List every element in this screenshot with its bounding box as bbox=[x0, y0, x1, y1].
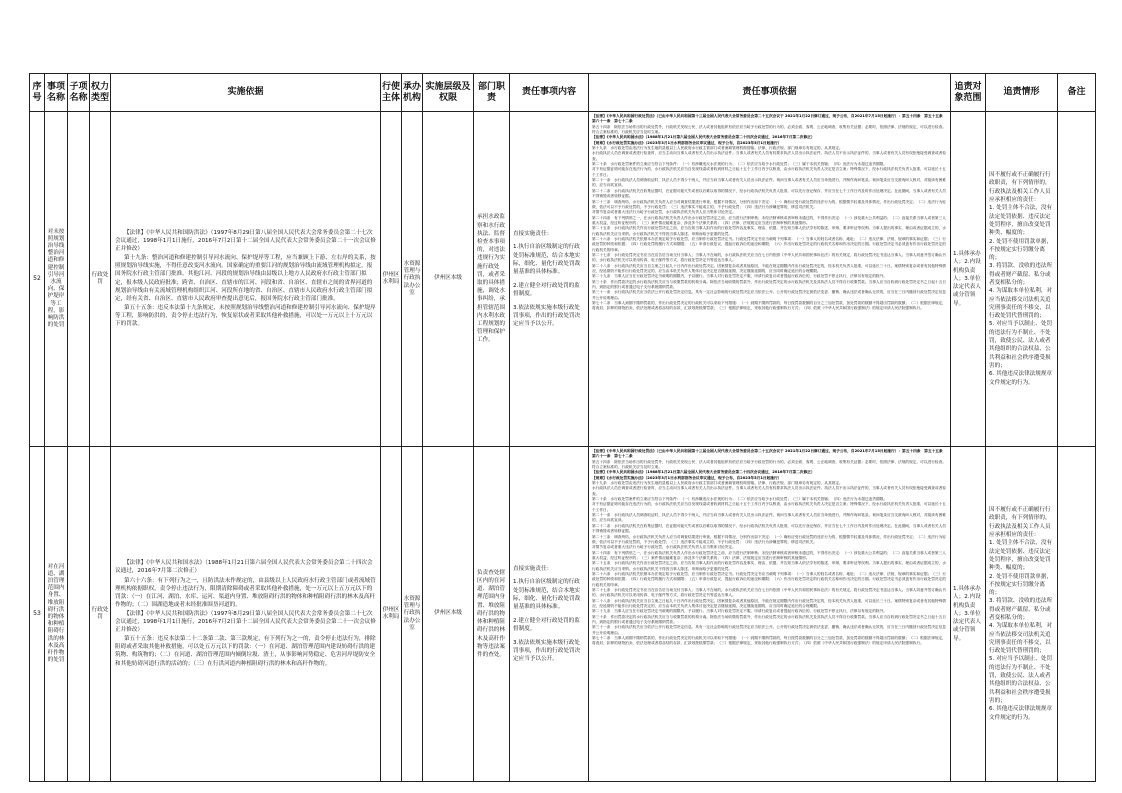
scope-cell: 1.具体承办人；2.内设机构负责人；3.单位法定代表人或分管领导。 bbox=[951, 447, 986, 782]
text-line: 【法律】《中华人民共和国防洪法》（1997年8月29日第八届全国人民代表大会常务委员会第二十七次会议通过，1998年1月1日施行，2016年7月2日第十二届全国人民代表大会常务委员会第二十一次会议修正并修改） bbox=[115, 610, 376, 634]
header-duty-content: 责任事项内容 bbox=[510, 74, 589, 112]
header-basis: 实施依据 bbox=[111, 74, 381, 112]
seq-cell: 52 bbox=[30, 112, 45, 447]
level-cell: 伊州区本级 bbox=[423, 447, 474, 782]
agency-cell: 水资源管理与行政执法办公室 bbox=[402, 112, 423, 447]
legal-paragraph: 对于有证据证明可能存在违法行为的，水行政执法机关应当自发现线索或者收到材料之日起十五个工作日内予以核查，由水行政执法机关负责人决定是否立案；特殊情况下，经水行政执法机关负责人批准，可以延长十五个工作日。 bbox=[592, 502, 946, 512]
text-line: 4. 为谋取本单位私利，对应当依法移交司法机关追究刑事责任的不移交，以行政处罚代替刑罚的； bbox=[989, 623, 1053, 655]
sub-name-cell bbox=[68, 112, 90, 447]
legal-paragraph: 【法律】《中华人民共和国水法》（1988年1月21日第六届全国人民代表大会常务委员会第二十四次会议通过，2016年7月第二次修正） bbox=[592, 135, 815, 140]
text-line: 6. 其他违反法律法规规章文件规定的行为。 bbox=[989, 706, 1053, 721]
agency-cell: 水资源管理与行政执法办公室 bbox=[402, 447, 423, 782]
text-line: 5. 对应当予以制止、处罚的违法行为不制止、不处罚，致使公民、法人或者其他组织的合法权益、公共利益和社会秩序遭受损害的； bbox=[989, 656, 1053, 704]
legal-paragraph: 第二十五条 水行政执法机关作出行政处罚决定之前，应当告知当事人拟作出的行政处罚内容及事实、理由、依据，并告知当事人依法享有的陈述、申辩、要求听证等权利。当事人提出的事实、理由或者证据成立的，水行政执法机关应当采纳。水行政执法机关不得因当事人陈述、申辩而给予更重的处罚。 bbox=[592, 226, 946, 236]
header-scope: 追责对象范围 bbox=[951, 74, 986, 112]
legal-paragraph: 第二十六条 水行政执法机关依照本办法规定给予行政处罚，应当制作行政处罚决定书。行政处罚决定书应当载明下列事项：（一）当事人的姓名或者名称、地址；（二）违反法律、法规、规章的事实和证据；（三）行政处罚的种类和依据；（四）行政处罚的履行方式和期限；（五）申请行政复议、提起行政诉讼的途径和期限；（六）作出行政处罚决定的行政机关名称和作出决定的日期。行政处罚决定书必须盖有作出行政处罚决定的行政机关的印章。 bbox=[592, 236, 946, 252]
remark-cell bbox=[1058, 112, 1096, 447]
legal-paragraph: 第二十六条 水行政执法机关依照本办法规定给予行政处罚，应当制作行政处罚决定书。行政处罚决定书应当载明下列事项：（一）当事人的姓名或者名称、地址；（二）违反法律、法规、规章的事实和证据；（三）行政处罚的种类和依据；（四）行政处罚的履行方式和期限；（五）申请行政复议、提起行政诉讼的途径和期限；（六）作出行政处罚决定的行政机关名称和作出决定的日期。行政处罚决定书必须盖有作出行政处罚决定的行政机关的印章。 bbox=[592, 571, 946, 587]
header-subject: 行使主体 bbox=[381, 74, 402, 112]
legal-paragraph: 第二十四条 有下列情形之一，在水行政执法机关负责人作出水行政处罚决定之前，应当进行法制审核；未经法制审核或者审核未通过的，不得作出决定：（一）涉及重大公共利益的；（二）直接关系当事人或者第三人重大权益，经过听证程序的；（三）案件情况疑难复杂、涉及多个法律关系的；（四）法律、法规规定应当进行法制审核的其他情形。 bbox=[592, 550, 946, 560]
item-name-cell: 对未按照规划治导线整治河道和修建控制引导河水流向、保护堤岸等工程，影响防洪的处罚 bbox=[45, 112, 68, 447]
text-line: 1. 处罚主体不合法，没有法定处罚依据、违反法定处罚程序，擅自改变处罚种类、幅度的； bbox=[989, 540, 1053, 572]
legal-paragraph: 水行政执法人员在调查或者进行检查时，应当主动向当事人或者有关人员出示执法证件。当事人或者有关人员有权要求执法人员出示执法证件。执法人员不出示执法证件的，当事人或者有关人员有权拒绝接受调查或者检查。 bbox=[592, 151, 946, 161]
header-seq: 序号 bbox=[30, 74, 45, 112]
header-remark: 备注 bbox=[1058, 74, 1096, 112]
cases-cell bbox=[986, 112, 1058, 447]
header-agency: 承办机构 bbox=[402, 74, 423, 112]
header-dept-duty: 部门职责 bbox=[474, 74, 510, 112]
text-line: 第五十五条：违反本法第二十二条第二款、第三款规定，有下列行为之一的，责令停止违法行为，排除阻碍或者采取其他补救措施，可以处五万元以下的罚款：（一）在河道、湖泊管理范围内建设妨碍行洪的建筑物、构筑物的；（二）在河道、湖泊管理范围内倾倒垃圾、渣土，从事影响河势稳定、危害河岸堤防安全和其他妨碍河道行洪的活动的；（三）在行洪河道内种植阻碍行洪的林木和高秆作物的。 bbox=[115, 636, 376, 667]
text-line: 第六十六条：有下列行为之一，且防洪法未作规定的，由县级以上人民政府水行政主管部门或者流域管理机构依据职权，责令停止违法行为，限期清除障碍或者采取其他补救措施，处一万元以上五万元以下的罚款：（一）在江河、湖泊、水库、运河、渠道内身置、堆放阻碍行洪的物体和种植阻碍行洪的林木及高秆作物的；（二）围湖造地或者未经批准围垦河道的。 bbox=[115, 577, 376, 608]
item-name-cell: 对在河道、湖泊管理范围内身置、堆放阻碍行洪的物体和种植阻碍行洪的林木及高秆作物的处罚 bbox=[45, 447, 68, 782]
text-line: 3. 将罚款、没收的违法所得或者财产截留、私分或者变相私分的； bbox=[989, 263, 1053, 286]
text-line: 直接实施责任： bbox=[513, 230, 553, 237]
level-cell: 伊州区本级 bbox=[423, 112, 474, 447]
text-line: 5. 对应当予以制止、处罚的违法行为不制止、不处罚，致使公民、法人或者其他组织的合法权益、公共利益和社会秩序遭受损害的； bbox=[989, 321, 1053, 369]
scope-cell: 1.具体承办人；2.内设机构负责人；3.单位法定代表人或分管领导。 bbox=[951, 112, 986, 447]
legal-paragraph: 第二十一条 水行政执法人员调查取证时，执法人员不得少于两人，并应当向当事人或者有关人员出示执法证件。询问当事人或者有关人员应当单独进行，并制作询问笔录。询问笔录应当交被询问人核对，对阅读有困难的，应当向其宣读。 bbox=[592, 513, 946, 523]
legal-paragraph: 第二十八条 水行政执法机关应当自立案之日起九十日内作出行政处罚决定。因案情复杂或者其他原因，不能在规定期限内作出行政处罚决定的，经本机关负责人批准，可以延长三十日。案情特别复杂或者有其他特殊情况，经延期仍不能作出行政处罚决定的，应当由本机关负责人集体讨论决定是否继续延期，决定继续延期的，应当同时确定延长的合理期限。 bbox=[592, 263, 946, 273]
text-line: 2. 处罚不使用罚款单据，不按规定实行罚缴分离的； bbox=[989, 238, 1053, 262]
text-line: 直接实施责任： bbox=[513, 565, 553, 572]
legal-paragraph: 第二十七条 水行政处罚决定书应当在宣告后当场交付当事人；当事人不在场的，水行政执法机关应当在七日内依照《中华人民共和国民事诉讼法》的有关规定，将行政处罚决定书送达当事人。当事人同意并签订确认书的，水行政执法机关可以采用传真、电子邮件等方式，将行政处罚决定书等送达当事人。 bbox=[592, 587, 946, 598]
legal-paragraph: 第三十条 作出罚款决定的水行政执法机关应当与收缴罚款的机构分离。除依法当场收缴的罚款外，作出行政处罚决定的水行政执法机关及其执法人员不得自行收缴罚款。当事人应当自收到行政处罚决定书之日起十五日内，到指定的银行或者通过电子支付系统缴纳罚款。 bbox=[592, 614, 946, 624]
legal-paragraph: 第二十条 水行政处罚案件的立案应当符合下列条件：（一）有涉嫌违反水法规的行为；（二）依法应当给予水行政处罚；（三）属于本机关管辖；（四）违法行为未超过追责期限。 bbox=[592, 162, 887, 167]
dept-duty-cell: 承担水政监察和水行政执法、监督检查本事项的，对违法违规行为实施行政处罚，或者采取的具体措施，调处水事纠纷，承担管辖范围内水利水政工程规划的管理和保护工作。 bbox=[474, 112, 510, 447]
subject-cell: 伊州区水利局 bbox=[381, 112, 402, 447]
legal-paragraph: 第三十一条 水行政执法机关应当依法公开行政处罚决定信息。具有一定社会影响的行政处罚决定应当依法公开。公开的行政处罚决定被依法变更、撤销、确认违法或者确认无效的，应当在三日内撤回行政处罚决定信息并公开说明理由。 bbox=[592, 290, 946, 300]
legal-paragraph: 第二十一条 水行政执法人员调查取证时，执法人员不得少于两人，并应当向当事人或者有关人员出示执法证件。询问当事人或者有关人员应当单独进行，并制作询问笔录。询问笔录应当交被询问人核对，对阅读有困难的，应当向其宣读。 bbox=[592, 178, 946, 188]
legal-paragraph: 对于有证据证明可能存在违法行为的，水行政执法机关应当自发现线索或者收到材料之日起十五个工作日内予以核查，由水行政执法机关负责人决定是否立案；特殊情况下，经水行政执法机关负责人批准，可以延长十五个工作日。 bbox=[592, 167, 946, 177]
legal-paragraph: 第二十五条 水行政执法机关作出行政处罚决定之前，应当告知当事人拟作出的行政处罚内容及事实、理由、依据，并告知当事人依法享有的陈述、申辩、要求听证等权利。当事人提出的事实、理由或者证据成立的，水行政执法机关应当采纳。水行政执法机关不得因当事人陈述、申辩而给予更重的处罚。 bbox=[592, 561, 946, 571]
sub-name-cell bbox=[68, 447, 90, 782]
cases-cell bbox=[986, 447, 1058, 782]
legal-paragraph: 第七十二条 当事人到期不缴纳罚款的，作出行政处罚决定的行政机关可以采取下列措施：（一）到期不缴纳罚款的，每日按罚款数额的百分之三加处罚款，加处罚款的数额不得超出罚款的数额；（二）根据法律规定，将查封、扣押的财物拍卖、依法处理或者将冻结的存款、汇款划拨抵缴罚款；（三）根据法律规定，采取其他行政强制执行方式；（四）依照《中华人民共和国行政强制法》的规定申请人民法院强制执行。 bbox=[592, 636, 946, 646]
text-line: 第十九条：整治河道和修建控制引导河水流向、保护堤岸等工程，应当兼顾上下游、左右岸的关系，按照规划治导线实施，不得任意改变河水流向。国家确定的重要江河的规划治导线由流域管理机构拟定，报国务院水行政主管部门批准。其他江河、河段的规划治导线由县级以上地方人民政府水行政主管部门拟定，报本级人民政府批准；跨省、自治区、直辖市的江河、河段和省、自治区、直辖市之间的省界河道的规划治导线由有关流域管理机构组织江河、河段所在地的省、自治区、直辖市人民政府水行政主管部门拟定，经有关省、自治区、直辖市人民政府审查提出意见后，报国务院水行政主管部门批准。 bbox=[115, 255, 376, 302]
basis-cell bbox=[111, 112, 381, 447]
legal-paragraph: 第二十三条 调查终结，水行政执法机关负责人应当对调查结果进行审查，根据不同情况，分别作出如下决定：（一）确有应受行政处罚的违法行为的，根据情节轻重及具体情况，作出行政处罚决定；（二）违法行为轻微，依法可以不予行政处罚的，不予行政处罚；（三）违法事实不能成立的，不予行政处罚；（四）违法行为涉嫌犯罪的，移送司法机关。 bbox=[592, 534, 946, 544]
table-row bbox=[30, 447, 1096, 782]
text-line: 因不履行或不正确履行行政职责，有下列情形的，行政执法及相关工作人员应承担相应的责任： bbox=[989, 507, 1051, 539]
legal-paragraph: 第二十二条 水行政执法机关在收集证据时，在证据可能灭失或者以后难以取得的情况下，经水行政执法机关负责人批准，可以先行登记保存，并应当在七个工作日内及时作出处理决定。在此期间，当事人或者有关人员不得销毁或者转移证据。 bbox=[592, 523, 946, 534]
legal-paragraph: 第二十九条 当事人应当在行政处罚决定书载明的期限内，予以履行。当事人对行政处罚决定不服，申请行政复议或者提起行政诉讼的，行政处罚不停止执行，法律另有规定的除外。 bbox=[592, 609, 887, 614]
legal-paragraph: 【法律】《中华人民共和国行政处罚法》（已由中华人民共和国第十三届全国人民代表大会常务委员会第二十五次会议于 2021年1月22日修订通过，现予公布，自2021年7月15日起施行）：第五十四条 第五十五条 第六十一条 第七十二条 bbox=[592, 449, 947, 459]
remark-cell bbox=[1058, 447, 1096, 782]
legal-paragraph: 第三十一条 水行政执法机关应当依法公开行政处罚决定信息。具有一定社会影响的行政处罚决定应当依法公开。公开的行政处罚决定被依法变更、撤销、确认违法或者确认无效的，应当在三日内撤回行政处罚决定信息并公开说明理由。 bbox=[592, 625, 946, 635]
duty-content-cell bbox=[510, 112, 589, 447]
text-line: 4. 为谋取本单位私利，对应当依法移交司法机关追究刑事责任的不移交，以行政处罚代替刑罚的； bbox=[989, 288, 1053, 320]
legal-paragraph: 【法律】《中华人民共和国行政处罚法》（已由中华人民共和国第十三届全国人民代表大会常务委员会第二十五次会议于 2021年1月22日修订通过，现予公布，自2021年7月15日起施行）：第五十四条 第五十五条 第六十一条 第七十二条 bbox=[592, 114, 947, 124]
duty-list-sheet bbox=[29, 73, 1095, 780]
header-level: 实施层级及权限 bbox=[423, 74, 474, 112]
text-line: 【法律】《中华人民共和国防洪法》（1997年8月29日第八届全国人民代表大会常务委员会第二十七次会议通过，1998年1月1日施行，2016年7月2日第十二届全国人民代表大会常务委员会第二十一次会议修正并修改） bbox=[115, 229, 376, 253]
legal-paragraph: 第三十条 作出罚款决定的水行政执法机关应当与收缴罚款的机构分离。除依法当场收缴的罚款外，作出行政处罚决定的水行政执法机关及其执法人员不得自行收缴罚款。当事人应当自收到行政处罚决定书之日起十五日内，到指定的银行或者通过电子支付系统缴纳罚款。 bbox=[592, 279, 946, 289]
table-row bbox=[30, 112, 1096, 447]
header-power-type: 权力类型 bbox=[90, 74, 111, 112]
header-duty-basis: 责任事项依据 bbox=[589, 74, 951, 112]
text-line: 【法律】《中华人民共和国水法》（1988年1月21日第六届全国人民代表大会常务委员会第二十四次会议通过，2016年7月第二次修正） bbox=[115, 560, 373, 575]
header-sub-name: 子项名称 bbox=[68, 74, 90, 112]
power-duty-table bbox=[29, 73, 1096, 782]
text-line: 1. 处罚主体不合法，没有法定处罚依据、违反法定处罚程序，擅自改变处罚种类、幅度的； bbox=[989, 205, 1053, 237]
text-line: 第五十五条：违反本法第十九条规定，未按照规划治导线整治河道和修建控制引导河水流向、保护堤岸等工程，影响防洪的，责令停止违法行为，恢复原状或者采取其他补救措施，可以处一万元以上十万元以下的罚款。 bbox=[115, 304, 376, 327]
legal-paragraph: 第五十四条 除依法当场作出的行政处罚外，行政机关发现公民、法人或者其他组织有依法应当给予行政处罚的行为的，必须全面、客观、公正地调查，收集有关证据；必要时，依照法律、法规的规定，可以进行检查。符合立案标准的，行政机关应当及时立案。 bbox=[592, 124, 946, 135]
dept-duty-cell: 负责查处辖区内的在河道、湖泊管理范围内身置、堆放阻碍行洪的物体和种植阻碍行洪的林木及高秆作物等违法案件的查处。 bbox=[474, 447, 510, 782]
power-type-cell: 行政处罚 bbox=[90, 112, 111, 447]
text-line: 2.建立健全对行政处罚的监督制度。 bbox=[513, 617, 580, 632]
duty-basis-cell bbox=[589, 112, 951, 447]
text-line: 2.建立健全对行政处罚的监督制度。 bbox=[513, 282, 580, 297]
duty-content-cell bbox=[510, 447, 589, 782]
header-item-name: 事项名称 bbox=[45, 74, 68, 112]
text-line: 6. 其他违反法律法规规章文件规定的行为。 bbox=[989, 371, 1053, 386]
text-line: 1.执行自治区级制定的行政处罚标准规范，结合本地实际，细化、量化行政处罚裁量基准的具体标准。 bbox=[513, 579, 581, 610]
legal-paragraph: 第十九条 水行政处罚由违法行为发生地的县级以上人民政府水行政主管部门或者流域管理机构管辖。法律、行政法规、部门规章另有规定的，从其规定。 bbox=[592, 146, 843, 151]
power-type-cell: 行政处罚 bbox=[90, 447, 111, 782]
legal-paragraph: 第五十四条 除依法当场作出的行政处罚外，行政机关发现公民、法人或者其他组织有依法应当给予行政处罚的行为的，必须全面、客观、公正地调查，收集有关证据；必要时，依照法律、法规的规定，可以进行检查。符合立案标准的，行政机关应当及时立案。 bbox=[592, 459, 946, 470]
subject-cell: 伊州区水利局 bbox=[381, 447, 402, 782]
legal-paragraph: 水行政执法人员在调查或者进行检查时，应当主动向当事人或者有关人员出示执法证件。当事人或者有关人员有权要求执法人员出示执法证件。执法人员不出示执法证件的，当事人或者有关人员有权拒绝接受调查或者检查。 bbox=[592, 486, 946, 496]
legal-paragraph: 【法律】《中华人民共和国水法》（1988年1月21日第六届全国人民代表大会常务委员会第二十四次会议通过，2016年7月第二次修正） bbox=[592, 470, 815, 475]
text-line: 1.执行自治区级制定的行政处罚标准规范，结合本地实际，细化、量化行政处罚裁量基准的具体标准。 bbox=[513, 244, 581, 275]
legal-paragraph: 第二十条 水行政处罚案件的立案应当符合下列条件：（一）有涉嫌违反水法规的行为；（二）依法应当给予水行政处罚；（三）属于本机关管辖；（四）违法行为未超过追责期限。 bbox=[592, 497, 887, 502]
text-line: 3. 将罚款、没收的违法所得或者财产截留、私分或者变相私分的； bbox=[989, 598, 1053, 621]
legal-paragraph: 第二十七条 水行政处罚决定书应当在宣告后当场交付当事人；当事人不在场的，水行政执法机关应当在七日内依照《中华人民共和国民事诉讼法》的有关规定，将行政处罚决定书送达当事人。当事人同意并签订确认书的，水行政执法机关可以采用传真、电子邮件等方式，将行政处罚决定书等送达当事人。 bbox=[592, 252, 946, 263]
legal-paragraph: 第十九条 水行政处罚由违法行为发生地的县级以上人民政府水行政主管部门或者流域管理机构管辖。法律、行政法规、部门规章另有规定的，从其规定。 bbox=[592, 481, 843, 486]
legal-paragraph: 第七十二条 当事人到期不缴纳罚款的，作出行政处罚决定的行政机关可以采取下列措施：（一）到期不缴纳罚款的，每日按罚款数额的百分之三加处罚款，加处罚款的数额不得超出罚款的数额；（二）根据法律规定，将查封、扣押的财物拍卖、依法处理或者将冻结的存款、汇款划拨抵缴罚款；（三）根据法律规定，采取其他行政强制执行方式；（四）依照《中华人民共和国行政强制法》的规定申请人民法院强制执行。 bbox=[592, 301, 946, 311]
legal-paragraph: 第二十九条 当事人应当在行政处罚决定书载明的期限内，予以履行。当事人对行政处罚决定不服，申请行政复议或者提起行政诉讼的，行政处罚不停止执行，法律另有规定的除外。 bbox=[592, 274, 887, 279]
header-cases: 追责情形 bbox=[986, 74, 1058, 112]
text-line: 3.依法依规实施本级行政处罚事项，作出的行政处罚决定应当予以公开。 bbox=[513, 304, 581, 328]
legal-paragraph: 第二十二条 水行政执法机关在收集证据时，在证据可能灭失或者以后难以取得的情况下，经水行政执法机关负责人批准，可以先行登记保存，并应当在七个工作日内及时作出处理决定。在此期间，当事人或者有关人员不得销毁或者转移证据。 bbox=[592, 188, 946, 199]
text-line: 因不履行或不正确履行行政职责，有下列情形的，行政执法及相关工作人员应承担相应的责任： bbox=[989, 172, 1051, 204]
legal-paragraph: 对情节复杂或者重大违法行为给予行政处罚，水行政执法机关负责人应当集体讨论决定。 bbox=[592, 545, 736, 550]
legal-paragraph: 【规章】《水行政处罚实施办法》（2023年3月1日水利部部务会议审议通过，现予公布，自2023年5月1日起施行） bbox=[592, 475, 782, 480]
legal-paragraph: 【规章】《水行政处罚实施办法》（2023年3月1日水利部部务会议审议通过，现予公布，自2023年5月1日起施行） bbox=[592, 140, 782, 145]
seq-cell: 53 bbox=[30, 447, 45, 782]
legal-paragraph: 第二十八条 水行政执法机关应当自立案之日起九十日内作出行政处罚决定。因案情复杂或者其他原因，不能在规定期限内作出行政处罚决定的，经本机关负责人批准，可以延长三十日。案情特别复杂或者有其他特殊情况，经延期仍不能作出行政处罚决定的，应当由本机关负责人集体讨论决定是否继续延期，决定继续延期的，应当同时确定延长的合理期限。 bbox=[592, 598, 946, 608]
header-row bbox=[30, 74, 1096, 112]
legal-paragraph: 第二十四条 有下列情形之一，在水行政执法机关负责人作出水行政处罚决定之前，应当进行法制审核；未经法制审核或者审核未通过的，不得作出决定：（一）涉及重大公共利益的；（二）直接关系当事人或者第三人重大权益，经过听证程序的；（三）案件情况疑难复杂、涉及多个法律关系的；（四）法律、法规规定应当进行法制审核的其他情形。 bbox=[592, 215, 946, 225]
text-line: 2. 处罚不使用罚款单据，不按规定实行罚缴分离的； bbox=[989, 573, 1053, 597]
legal-paragraph: 第二十三条 调查终结，水行政执法机关负责人应当对调查结果进行审查，根据不同情况，分别作出如下决定：（一）确有应受行政处罚的违法行为的，根据情节轻重及具体情况，作出行政处罚决定；（二）违法行为轻微，依法可以不予行政处罚的，不予行政处罚；（三）违法事实不能成立的，不予行政处罚；（四）违法行为涉嫌犯罪的，移送司法机关。 bbox=[592, 199, 946, 209]
text-line: 3.依法依规实施本级行政处罚事项，作出的行政处罚决定应当予以公开。 bbox=[513, 639, 581, 663]
legal-paragraph: 对情节复杂或者重大违法行为给予行政处罚，水行政执法机关负责人应当集体讨论决定。 bbox=[592, 210, 736, 215]
duty-basis-cell bbox=[589, 447, 951, 782]
basis-cell bbox=[111, 447, 381, 782]
